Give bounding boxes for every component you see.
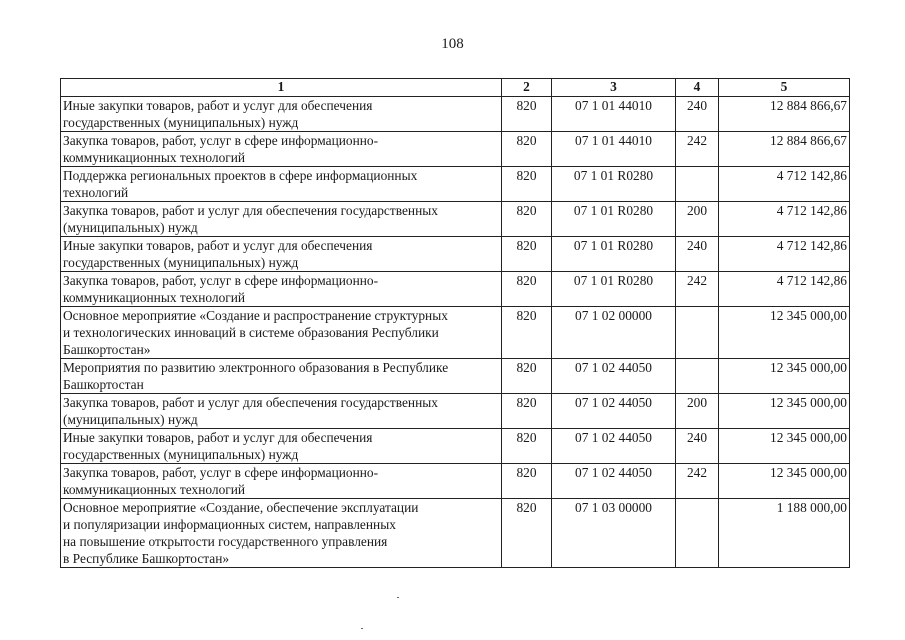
cell-name-line: Иные закупки товаров, работ и услуг для обеспечения [63, 430, 373, 445]
cell-amount: 12 345 000,00 [719, 359, 850, 394]
cell-amount: 4 712 142,86 [719, 167, 850, 202]
cell-code: 820 [502, 307, 552, 359]
cell-name-line: (муниципальных) нужд [63, 220, 198, 235]
cell-name [61, 237, 502, 272]
cell-name [61, 429, 502, 464]
cell-name [61, 167, 502, 202]
cell-target-article: 07 1 01 R0280 [552, 167, 676, 202]
cell-name-line: Закупка товаров, работ, услуг в сфере информационно- [63, 465, 379, 480]
cell-name-line: государственных (муниципальных) нужд [63, 447, 299, 462]
cell-expense-type [676, 499, 719, 568]
cell-amount: 1 188 000,00 [719, 499, 850, 568]
cell-code: 820 [502, 132, 552, 167]
cell-code: 820 [502, 464, 552, 499]
cell-name-line: государственных (муниципальных) нужд [63, 255, 299, 270]
cell-amount: 4 712 142,86 [719, 272, 850, 307]
cell-name [61, 359, 502, 394]
cell-amount: 4 712 142,86 [719, 237, 850, 272]
cell-name-line: и технологических инноваций в системе образования Республики [63, 325, 439, 340]
cell-target-article: 07 1 02 44050 [552, 394, 676, 429]
cell-amount: 12 884 866,67 [719, 132, 850, 167]
cell-name-line: в Республике Башкортостан» [63, 551, 230, 566]
table-row [61, 359, 850, 394]
scan-speck [361, 628, 363, 629]
cell-amount: 12 884 866,67 [719, 97, 850, 132]
cell-expense-type: 240 [676, 97, 719, 132]
cell-name-line: технологий [63, 185, 129, 200]
cell-target-article: 07 1 01 44010 [552, 97, 676, 132]
cell-name-line: Закупка товаров, работ, услуг в сфере информационно- [63, 133, 379, 148]
cell-target-article: 07 1 01 R0280 [552, 237, 676, 272]
cell-expense-type: 200 [676, 394, 719, 429]
cell-expense-type: 242 [676, 272, 719, 307]
cell-name [61, 97, 502, 132]
table-row [61, 272, 850, 307]
cell-name-line: Поддержка региональных проектов в сфере информационных [63, 168, 418, 183]
table-header-row [61, 79, 850, 97]
cell-code: 820 [502, 429, 552, 464]
header-col-2: 2 [502, 79, 552, 97]
cell-code: 820 [502, 202, 552, 237]
cell-name-line: Закупка товаров, работ и услуг для обеспечения государственных [63, 395, 438, 410]
cell-name-line: коммуникационных технологий [63, 482, 246, 497]
cell-target-article: 07 1 02 44050 [552, 464, 676, 499]
cell-name-line: государственных (муниципальных) нужд [63, 115, 299, 130]
page-number: 108 [441, 36, 464, 52]
cell-amount: 12 345 000,00 [719, 429, 850, 464]
cell-code: 820 [502, 97, 552, 132]
table-row [61, 167, 850, 202]
cell-name [61, 499, 502, 568]
header-col-3: 3 [552, 79, 676, 97]
cell-amount: 4 712 142,86 [719, 202, 850, 237]
cell-name-line: коммуникационных технологий [63, 290, 246, 305]
table-row [61, 202, 850, 237]
cell-expense-type [676, 359, 719, 394]
cell-target-article: 07 1 02 00000 [552, 307, 676, 359]
cell-amount: 12 345 000,00 [719, 394, 850, 429]
cell-name-line: Основное мероприятие «Создание и распространение структурных [63, 308, 448, 323]
cell-name-line: Мероприятия по развитию электронного образования в Республике [63, 360, 449, 375]
cell-name-line: на повышение открытости государственного управления [63, 534, 388, 549]
table-body [61, 97, 850, 568]
table-row [61, 237, 850, 272]
cell-expense-type: 200 [676, 202, 719, 237]
table-row [61, 429, 850, 464]
cell-code: 820 [502, 272, 552, 307]
table-row [61, 464, 850, 499]
cell-amount: 12 345 000,00 [719, 307, 850, 359]
cell-name [61, 394, 502, 429]
cell-target-article: 07 1 01 44010 [552, 132, 676, 167]
header-col-4: 4 [676, 79, 719, 97]
cell-expense-type: 240 [676, 237, 719, 272]
cell-code: 820 [502, 237, 552, 272]
cell-amount: 12 345 000,00 [719, 464, 850, 499]
cell-name [61, 272, 502, 307]
cell-target-article: 07 1 01 R0280 [552, 202, 676, 237]
table-row [61, 97, 850, 132]
cell-target-article: 07 1 01 R0280 [552, 272, 676, 307]
header-col-1: 1 [61, 79, 502, 97]
cell-name-line: Основное мероприятие «Создание, обеспечение эксплуатации [63, 500, 419, 515]
cell-code: 820 [502, 499, 552, 568]
table-row [61, 307, 850, 359]
cell-name-line: (муниципальных) нужд [63, 412, 198, 427]
cell-code: 820 [502, 394, 552, 429]
cell-name-line: Башкортостан [63, 377, 144, 392]
cell-expense-type [676, 167, 719, 202]
cell-expense-type: 242 [676, 464, 719, 499]
cell-name-line: и популяризации информационных систем, направленных [63, 517, 396, 532]
cell-name-line: коммуникационных технологий [63, 150, 246, 165]
cell-name-line: Иные закупки товаров, работ и услуг для обеспечения [63, 238, 373, 253]
cell-target-article: 07 1 02 44050 [552, 359, 676, 394]
cell-name-line: Закупка товаров, работ, услуг в сфере информационно- [63, 273, 379, 288]
cell-name [61, 202, 502, 237]
cell-name-line: Иные закупки товаров, работ и услуг для обеспечения [63, 98, 373, 113]
cell-name [61, 307, 502, 359]
cell-name [61, 132, 502, 167]
scan-speck [397, 597, 399, 598]
cell-name-line: Башкортостан» [63, 342, 151, 357]
cell-target-article: 07 1 03 00000 [552, 499, 676, 568]
cell-expense-type: 240 [676, 429, 719, 464]
cell-name [61, 464, 502, 499]
cell-code: 820 [502, 167, 552, 202]
cell-expense-type: 242 [676, 132, 719, 167]
cell-target-article: 07 1 02 44050 [552, 429, 676, 464]
cell-expense-type [676, 307, 719, 359]
table-row [61, 499, 850, 568]
table-row [61, 132, 850, 167]
cell-name-line: Закупка товаров, работ и услуг для обеспечения государственных [63, 203, 438, 218]
table-row [61, 394, 850, 429]
cell-code: 820 [502, 359, 552, 394]
budget-table [60, 78, 850, 568]
header-col-5: 5 [719, 79, 850, 97]
